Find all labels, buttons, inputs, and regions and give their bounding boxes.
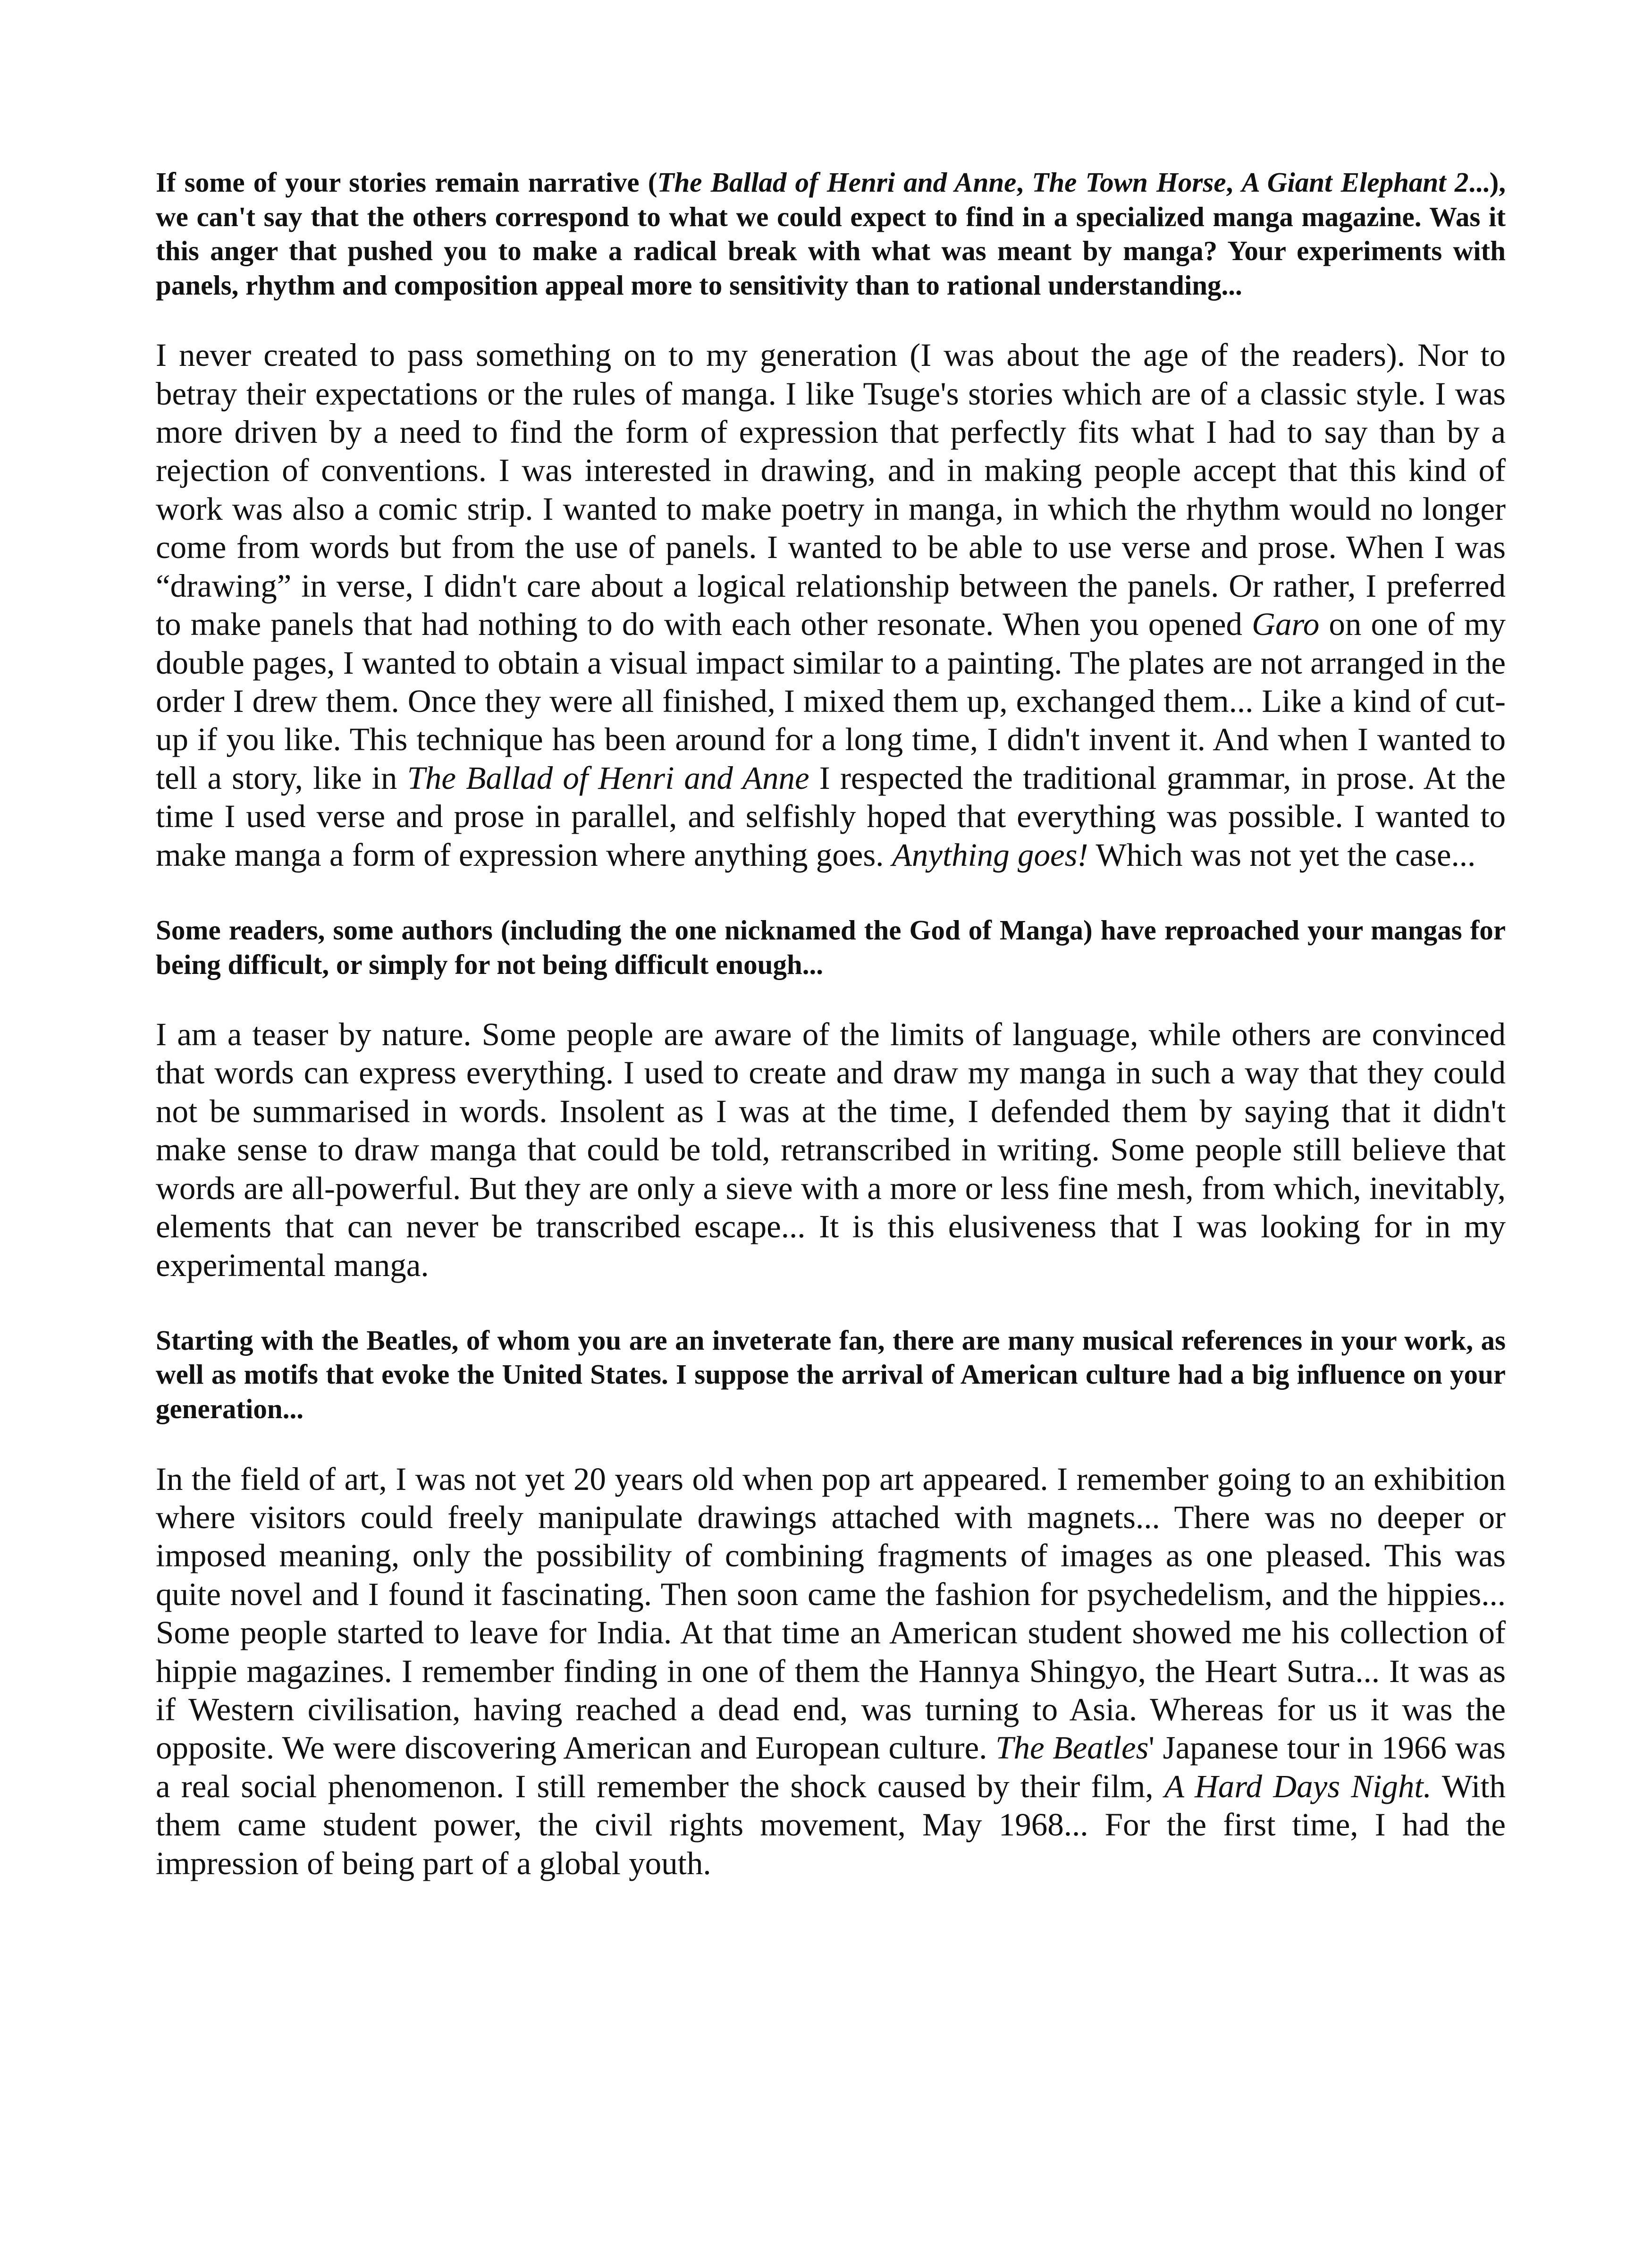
- phrase-anything-goes: Anything goes!: [892, 837, 1088, 873]
- question-1: [156, 165, 1506, 302]
- question-3: [156, 1323, 1506, 1426]
- answer-1-text: Which was not yet the case...: [1088, 837, 1476, 873]
- title-the-beatles: The Beatles: [995, 1730, 1149, 1766]
- question-2-text: Some readers, some authors (including the one nicknamed the God of Manga) have reproached your mangas for being difficult, or simply for not being difficult enough...: [156, 914, 1506, 980]
- answer-1-text: on one of my double pages, I wanted to obtain a visual impact similar to a painting. The plates are not arranged in the order I drew them. Once they were all finished, I mixed them up, exchanged them... Like a kind of cut-up if you like. This technique has been around for a long time, I didn't invent it. And when I wanted to tell a story, like in: [156, 606, 1506, 796]
- answer-3-text: In the field of art, I was not yet 20 years old when pop art appeared. I remember going to an exhibition where visitors could freely manipulate drawings attached with magnets... There was no deeper or imposed meaning, only the possibility of combining fragments of images as one pleased. This was quite novel and I found it fascinating. Then soon came the fashion for psychedelism, and the hippies... Some people started to leave for India. At that time an American student showed me his collection of hippie magazines. I remember finding in one of them the Hannya Shingyo, the Heart Sutra... It was as if Western civilisation, having reached a dead end, was turning to Asia. Whereas for us it was the opposite. We were discovering American and European culture.: [156, 1461, 1506, 1766]
- title-town-horse: The Town Horse: [1032, 167, 1226, 198]
- answer-2-text: I am a teaser by nature. Some people are aware of the limits of language, while others are convinced that words can express everything. I used to create and draw my manga in such a way that they could not be summarised in words. Insolent as I was at the time, I defended them by saying that it didn't make sense to draw manga that could be told, retranscribed in writing. Some people still believe that words are all-powerful. But they are only a sieve with a more or less fine mesh, from which, inevitably, elements that can never be transcribed escape... It is this elusiveness that I was looking for in my experimental manga.: [156, 1016, 1506, 1283]
- answer-1-text: I respected the traditional grammar, in prose. At the time I used verse and prose in parallel, and selfishly hoped that everything was possible. I wanted to make manga a form of expression where anything goes.: [156, 760, 1506, 873]
- question-2: [156, 913, 1506, 981]
- question-1-text: If some of your stories remain narrative (: [156, 167, 657, 198]
- answer-2: [156, 1015, 1506, 1285]
- question-1-text: ,: [1226, 167, 1242, 198]
- document-page: [156, 165, 1506, 1883]
- title-ballad-henri-anne: The Ballad of Henri and Anne: [657, 167, 1017, 198]
- title-garo: Garo: [1252, 606, 1320, 643]
- question-1-text: ...), we can't say that the others correspond to what we could expect to find in a specialized manga magazine. Was it this anger that pushed you to make a radical break with what was meant by manga? Your experiments with panels, rhythm and composition appeal more to sensitivity than to rational understanding...: [156, 167, 1506, 301]
- title-giant-elephant-2: A Giant Elephant 2: [1241, 167, 1469, 198]
- answer-3: [156, 1460, 1506, 1883]
- answer-3-text: With them came student power, the civil rights movement, May 1968... For the first time, I had the impression of being part of a global youth.: [156, 1768, 1506, 1881]
- question-3-text: Starting with the Beatles, of whom you are an inveterate fan, there are many musical references in your work, as well as motifs that evoke the United States. I suppose the arrival of American culture had a big influence on your generation...: [156, 1324, 1506, 1425]
- answer-1: [156, 336, 1506, 874]
- title-hard-days-night: A Hard Days Night.: [1164, 1768, 1432, 1804]
- answer-3-text: ' Japanese tour in 1966 was a real social phenomenon. I still remember the shock caused by their film,: [156, 1730, 1506, 1804]
- answer-1-text: I never created to pass something on to my generation (I was about the age of the readers). Nor to betray their expectations or the rules of manga. I like Tsuge's stories which are of a classic style. I was more driven by a need to find the form of expression that perfectly fits what I had to say than by a rejection of conventions. I was interested in drawing, and in making people accept that this kind of work was also a comic strip. I wanted to make poetry in manga, in which the rhythm would no longer come from words but from the use of panels. I wanted to be able to use verse and prose. When I was “drawing” in verse, I didn't care about a logical relationship between the panels. Or rather, I preferred to make panels that had nothing to do with each other resonate. When you opened: [156, 337, 1506, 643]
- title-ballad-henri-anne: The Ballad of Henri and Anne: [407, 760, 809, 796]
- question-1-text: ,: [1016, 167, 1032, 198]
